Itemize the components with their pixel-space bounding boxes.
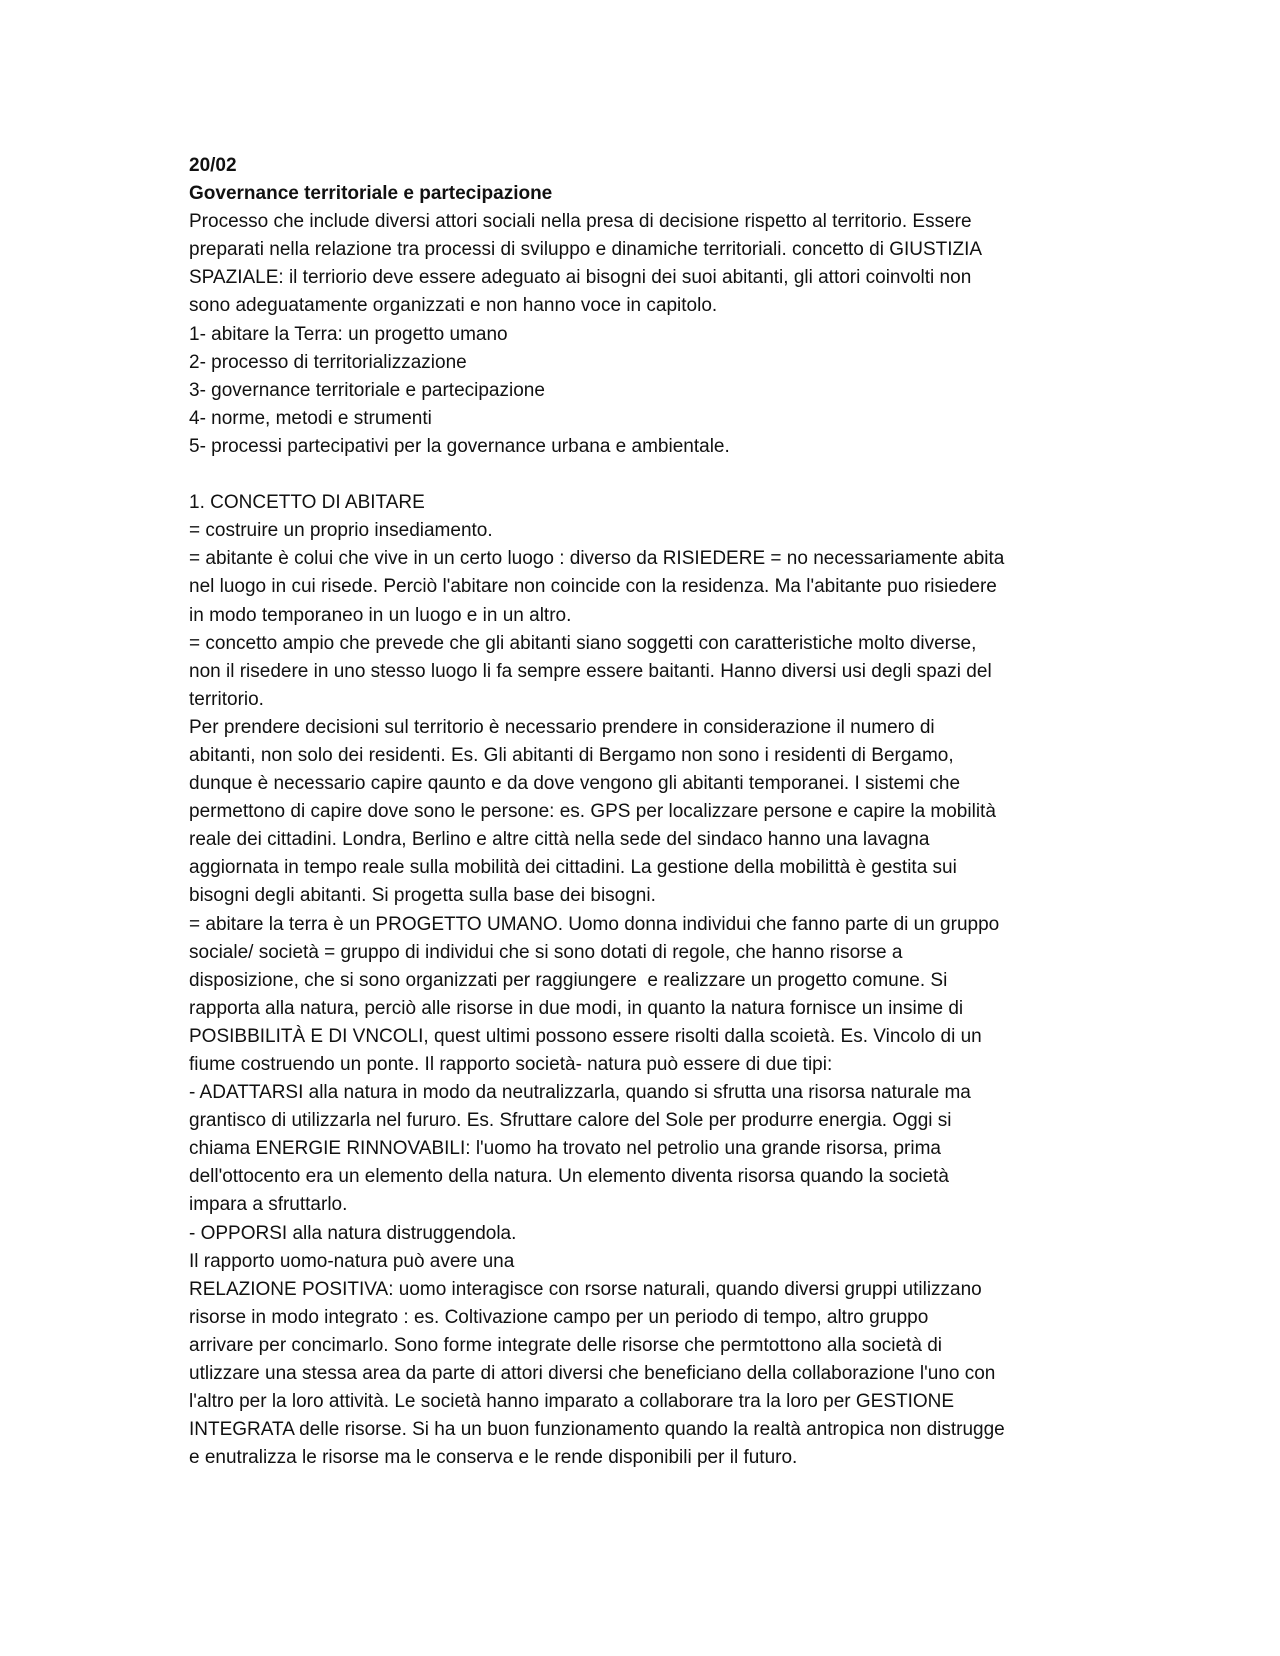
body-line: utlizzare una stessa area da parte di attori diversi che beneficiano della collaborazione l'uno con — [189, 1363, 996, 1385]
intro-line: SPAZIALE: il terriorio deve essere adeguato ai bisogni dei suoi abitanti, gli attori coinvolti non — [189, 267, 972, 289]
body-line: dell'ottocento era un elemento della natura. Un elemento diventa risorsa quando la società — [189, 1166, 949, 1188]
body-line: dunque è necessario capire qaunto e da dove vengono gli abitanti temporanei. I sistemi che — [189, 773, 961, 795]
body-line: aggiornata in tempo reale sulla mobilità dei cittadini. La gestione della mobilittà è gestita sui — [189, 857, 957, 879]
body-line: chiama ENERGIE RINNOVABILI: l'uomo ha trovato nel petrolio una grande risorsa, prima — [189, 1138, 941, 1160]
outline-item: 1- abitare la Terra: un progetto umano — [189, 323, 508, 345]
body-line: risorse in modo integrato : es. Coltivazione campo per un periodo di tempo, altro gruppo — [189, 1306, 929, 1328]
body-line: reale dei cittadini. Londra, Berlino e altre città nella sede del sindaco hanno una lavagna — [189, 829, 930, 851]
outline-item: 4- norme, metodi e strumenti — [189, 407, 432, 429]
body-line: - ADATTARSI alla natura in modo da neutralizzarla, quando si sfrutta una risorsa naturale ma — [189, 1082, 971, 1104]
body-line: arrivare per concimarlo. Sono forme integrate delle risorse che permtottono alla società di — [189, 1334, 942, 1356]
body-line: fiume costruendo un ponte. Il rapporto società- natura può essere di due tipi: — [189, 1054, 833, 1075]
body-line: e enutralizza le risorse ma le conserva e le rende disponibili per il futuro. — [189, 1447, 798, 1469]
body-line: in modo temporaneo in un luogo e in un altro. — [189, 604, 572, 626]
body-line: - OPPORSI alla natura distruggendola. — [189, 1222, 517, 1244]
body-line: non il risedere in uno stesso luogo li fa sempre essere baitanti. Hanno diversi usi degli spazi del — [189, 660, 992, 682]
document-page — [189, 152, 1089, 1472]
outline-item: 3- governance territoriale e partecipazione — [189, 379, 545, 401]
outline-item: 5- processi partecipativi per la governance urbana e ambientale. — [189, 435, 730, 457]
body-line: rapporta alla natura, perciò alle risorse in due modi, in quanto la natura fornisce un insime di — [189, 997, 964, 1019]
intro-line: Processo che include diversi attori sociali nella presa di decisione rispetto al territorio. Essere — [189, 211, 972, 233]
intro-line: preparati nella relazione tra processi di sviluppo e dinamiche territoriali. concetto di GIUSTIZIA — [189, 239, 983, 261]
body-line: POSIBBILITÀ E DI VNCOLI, quest ultimi possono essere risolti dalla scoietà. Es. Vincolo di un — [189, 1025, 982, 1047]
body-line: abitanti, non solo dei residenti. Es. Gli abitanti di Bergamo non sono i residenti di Bergamo, — [189, 744, 954, 766]
body-line: Per prendere decisioni sul territorio è necessario prendere in considerazione il numero di — [189, 716, 935, 738]
intro-line: sono adeguatamente organizzati e non hanno voce in capitolo. — [189, 295, 718, 317]
body-line: permettono di capire dove sono le persone: es. GPS per localizzare persone e capire la mobilità — [189, 801, 996, 823]
body-line: territorio. — [189, 688, 264, 710]
section-heading: 1. CONCETTO DI ABITARE — [189, 492, 425, 514]
body-line: = costruire un proprio insediamento. — [189, 520, 493, 542]
date-heading: 20/02 — [189, 155, 237, 176]
body-line: bisogni degli abitanti. Si progetta sulla base dei bisogni. — [189, 885, 656, 907]
outline-item: 2- processo di territorializzazione — [189, 351, 467, 373]
page-title: Governance territoriale e partecipazione — [189, 183, 553, 205]
body-line: l'altro per la loro attività. Le società hanno imparato a collaborare tra la loro per GESTIONE — [189, 1391, 955, 1413]
body-line: RELAZIONE POSITIVA: uomo interagisce con rsorse naturali, quando diversi gruppi utilizzano — [189, 1278, 982, 1300]
body-line: disposizione, che si sono organizzati per raggiungere e realizzare un progetto comune. Si — [189, 969, 948, 991]
body-line: sociale/ società = gruppo di individui che si sono dotati di regole, che hanno risorse a — [189, 941, 903, 963]
body-line: grantisco di utilizzarla nel fururo. Es. Sfruttare calore del Sole per produrre energia. Oggi si — [189, 1110, 952, 1132]
body-line: INTEGRATA delle risorse. Si ha un buon funzionamento quando la realtà antropica non distrugge — [189, 1419, 1005, 1441]
body-line: impara a sfruttarlo. — [189, 1194, 348, 1216]
blank-line — [189, 461, 1089, 489]
body-line: = abitare la terra è un PROGETTO UMANO. Uomo donna individui che fanno parte di un gruppo — [189, 913, 1000, 935]
body-line: = abitante è colui che vive in un certo luogo : diverso da RISIEDERE = no necessariamente abita — [189, 548, 1005, 570]
body-line: = concetto ampio che prevede che gli abitanti siano soggetti con caratteristiche molto diverse, — [189, 632, 977, 654]
body-line: nel luogo in cui risede. Perciò l'abitare non coincide con la residenza. Ma l'abitante puo risiedere — [189, 576, 997, 598]
body-line: Il rapporto uomo-natura può avere una — [189, 1250, 515, 1272]
